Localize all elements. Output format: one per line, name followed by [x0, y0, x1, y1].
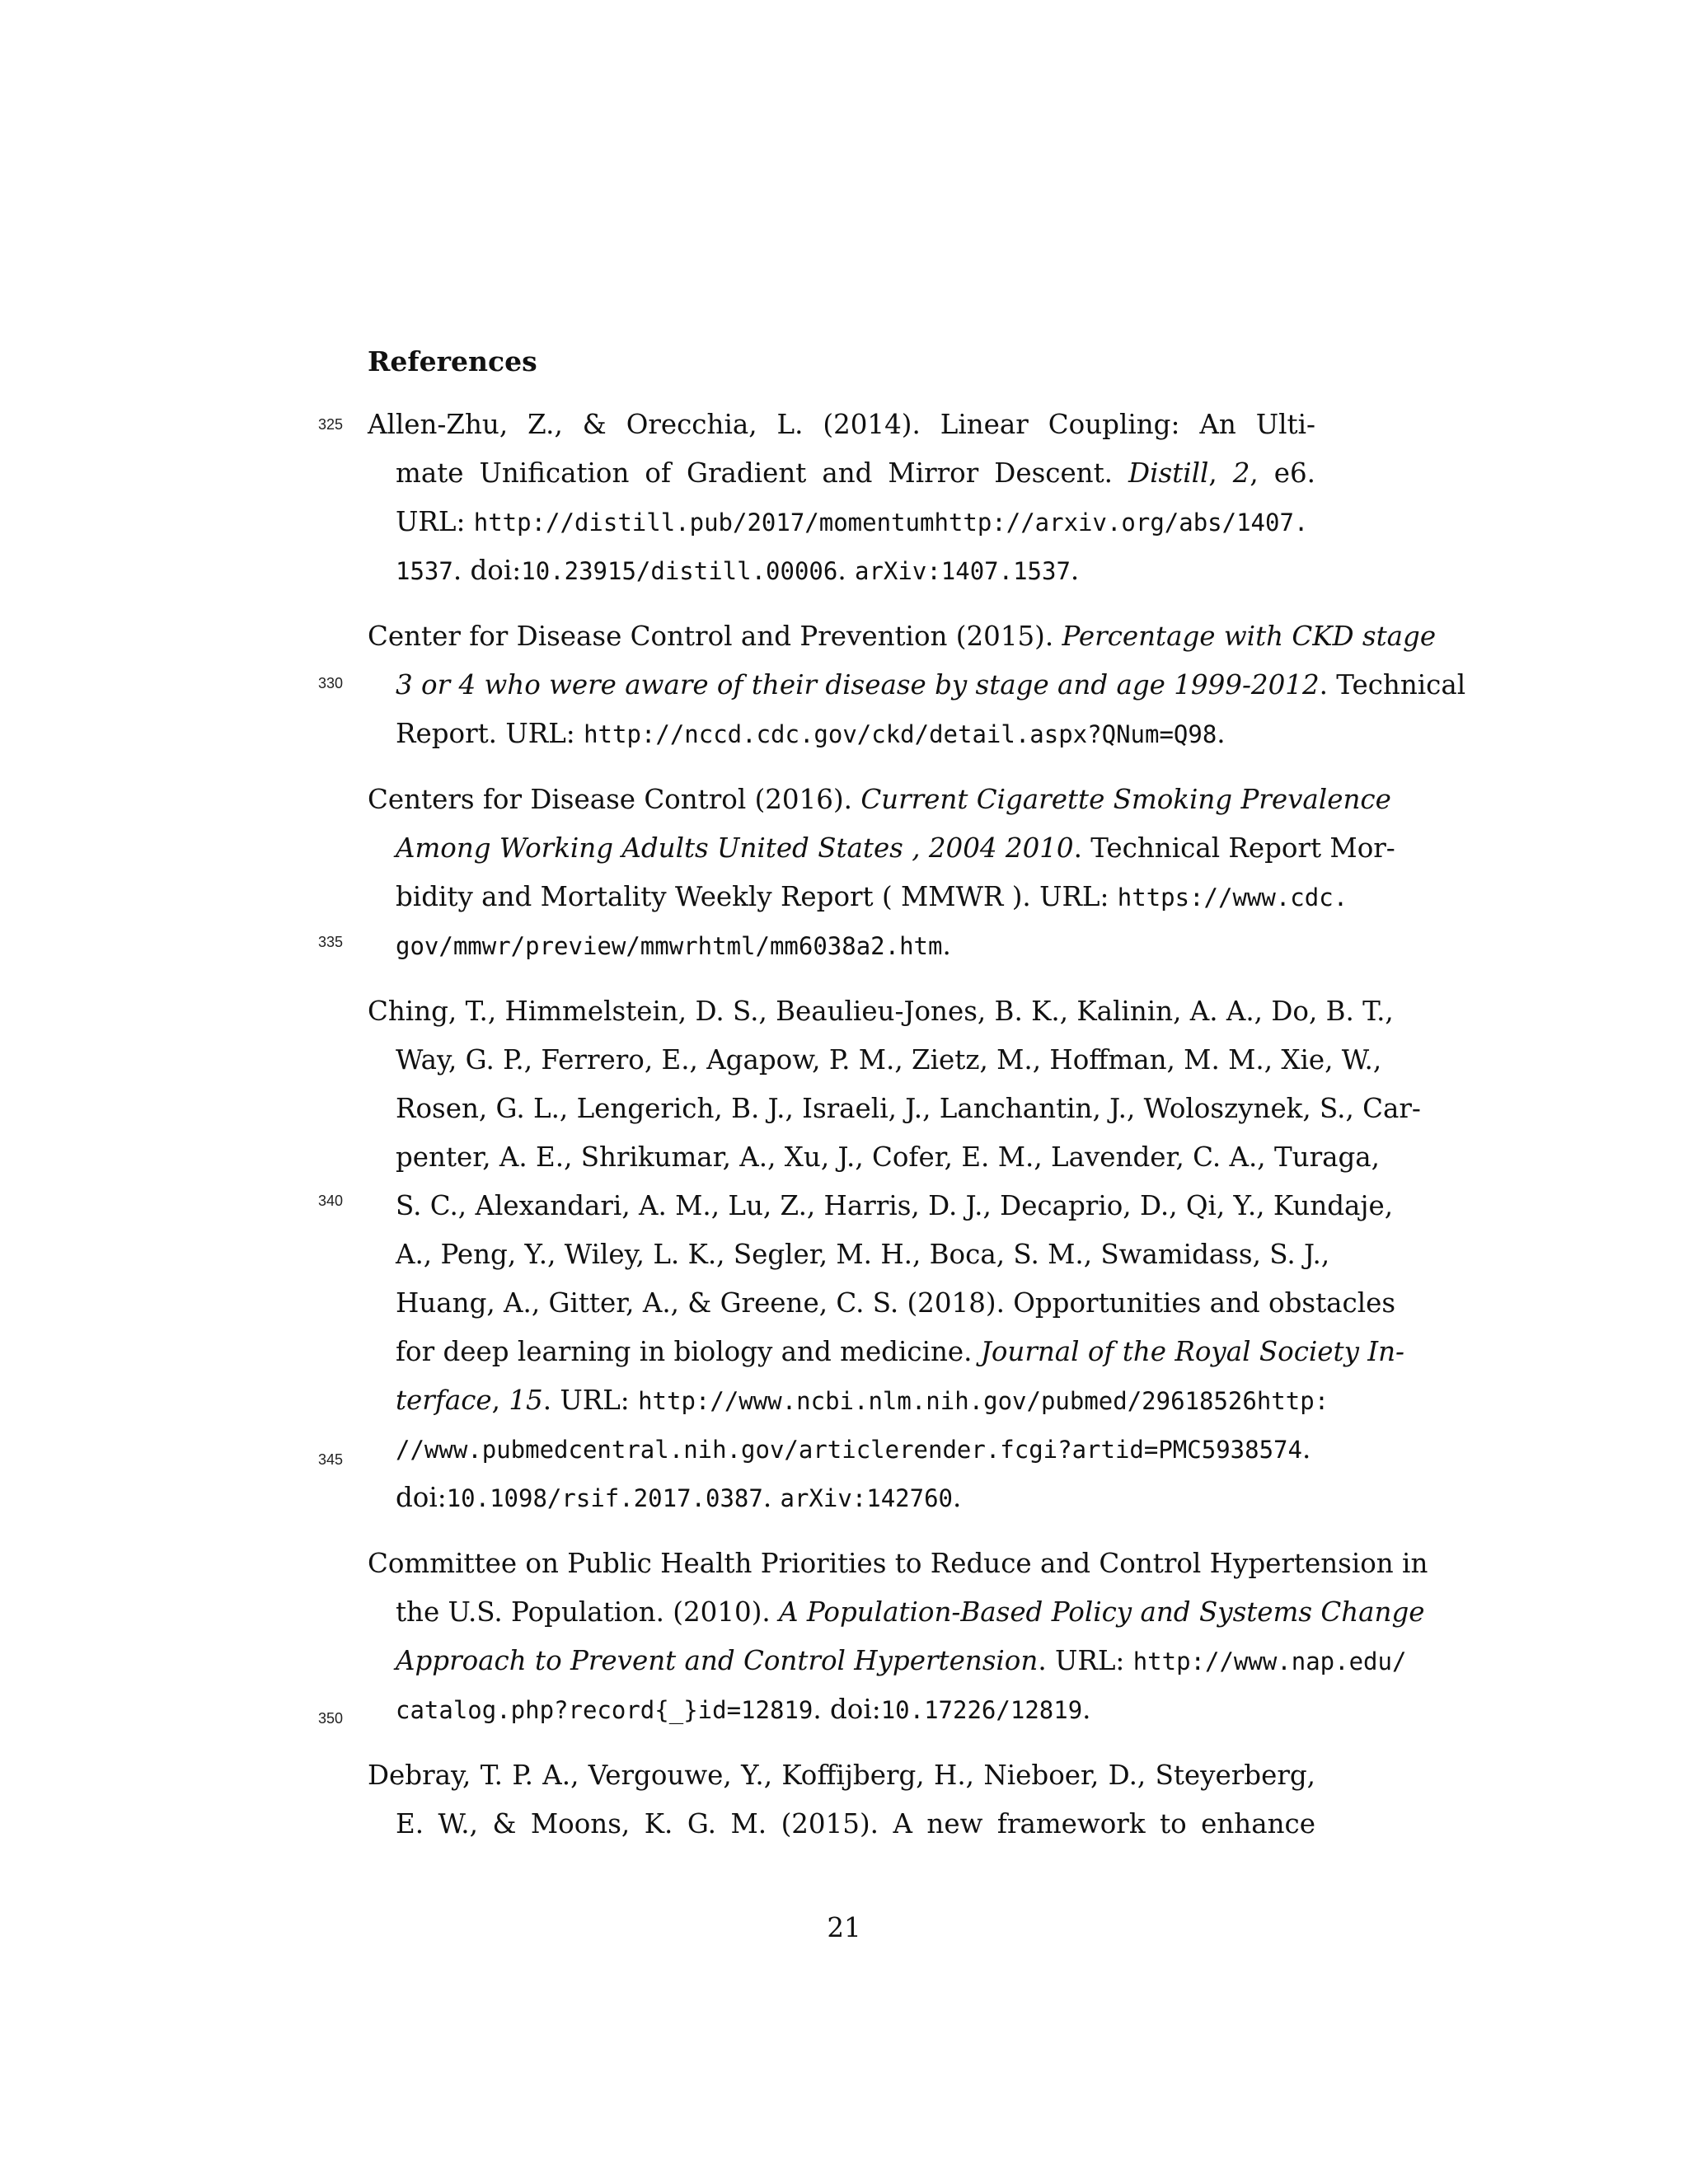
reference-5-line-4 [396, 1689, 1315, 1730]
reference-text: Huang, A., Gitter, A., & Greene, C. S. (2018). Opportunities and obstacles [396, 1287, 1396, 1319]
reference-url-text: 10.23915/distill.00006 [521, 557, 838, 585]
reference-5-line-2 [396, 1591, 1425, 1633]
reference-4-line-9 [396, 1380, 1329, 1421]
reference-url-text: 10.1098/rsif.2017.0387 [446, 1484, 763, 1512]
reference-text: , [1208, 457, 1233, 489]
reference-italic-text: Among Working Adults United States , 2004 2010 [396, 832, 1074, 864]
line-number-345: 345 [318, 1451, 344, 1468]
reference-text: . [837, 555, 856, 586]
reference-1-line-2 [396, 452, 1315, 494]
reference-text: Center for Disease Control and Prevention (2015). [368, 621, 1062, 652]
reference-4-line-7 [396, 1282, 1396, 1324]
reference-text: , [491, 1385, 509, 1416]
page-number: 21 [827, 1912, 861, 1943]
reference-url-text: gov/mmwr/preview/mmwrhtml/mm6038a2.htm [396, 932, 943, 960]
reference-1-line-3 [396, 501, 1315, 542]
reference-text: . [1301, 1433, 1311, 1465]
reference-4-line-11 [396, 1477, 1315, 1518]
reference-url-text: arXiv:142760 [780, 1484, 954, 1512]
reference-3-line-1 [368, 779, 1391, 820]
reference-italic-text: Distill [1128, 457, 1209, 489]
reference-text: . Technical [1319, 669, 1466, 701]
reference-text: Way, G. P., Ferrero, E., Agapow, P. M., Zietz, M., Hoffman, M. M., Xie, W., [396, 1044, 1382, 1076]
reference-text: penter, A. E., Shrikumar, A., Xu, J., Cofer, E. M., Lavender, C. A., Turaga, [396, 1141, 1380, 1173]
reference-4-line-3 [396, 1088, 1421, 1129]
reference-4-line-8 [396, 1331, 1405, 1372]
reference-text: , e6. [1250, 457, 1315, 489]
reference-italic-text: 15 [509, 1385, 543, 1416]
reference-2-line-3 [396, 713, 1315, 754]
reference-4-line-10 [396, 1428, 1315, 1469]
reference-text: . URL: [542, 1385, 639, 1416]
reference-text: A., Peng, Y., Wiley, L. K., Segler, M. H., Boca, S. M., Swamidass, S. J., [396, 1239, 1330, 1270]
reference-italic-text: Current Cigarette Smoking Prevalence [860, 784, 1391, 815]
reference-italic-text: A Population-Based Policy and Systems Change [779, 1596, 1425, 1628]
reference-text: . doi: [452, 555, 522, 586]
reference-text: URL: [396, 506, 474, 537]
reference-2-line-2 [396, 664, 1466, 705]
reference-url-text: //www.pubmedcentral.nih.gov/articlerender.fcgi?artid=PMC5938574 [396, 1436, 1302, 1464]
line-number-325: 325 [318, 416, 344, 433]
reference-text: Committee on Public Health Priorities to Reduce and Control Hypertension in [368, 1548, 1428, 1579]
section-heading-references: References [368, 345, 537, 377]
reference-6-line-1 [368, 1755, 1315, 1796]
reference-text: S. C., Alexandari, A. M., Lu, Z., Harris, D. J., Decaprio, D., Qi, Y., Kundaje, [396, 1190, 1394, 1221]
reference-url-text: 1537 [396, 557, 453, 585]
reference-5-line-3 [396, 1640, 1407, 1681]
reference-4-line-2 [396, 1039, 1382, 1080]
reference-text: for deep learning in biology and medicine. [396, 1336, 981, 1367]
reference-text: . [1217, 718, 1226, 749]
reference-text: mate Unification of Gradient and Mirror Descent. [396, 457, 1129, 489]
reference-italic-text: 2 [1232, 457, 1250, 489]
reference-text: Report. URL: [396, 718, 584, 749]
reference-url-text: arXiv:1407.1537 [855, 557, 1071, 585]
reference-italic-text: Journal of the Royal Society In- [980, 1336, 1405, 1367]
reference-italic-text: terface [396, 1385, 492, 1416]
reference-text: . [953, 1482, 962, 1513]
reference-6-line-2 [396, 1803, 1315, 1844]
reference-text: . [1070, 555, 1080, 586]
reference-text: bidity and Mortality Weekly Report ( MMWR ). URL: [396, 881, 1118, 912]
reference-url-text: catalog.php?record{_}id=12819 [396, 1696, 814, 1724]
reference-italic-text: Approach to Prevent and Control Hypertension [396, 1645, 1039, 1676]
reference-text: . [942, 930, 951, 961]
reference-4-line-1 [368, 991, 1394, 1032]
reference-text: doi: [396, 1482, 447, 1513]
reference-italic-text: 3 or 4 who were aware of their disease by stage and age 1999-2012 [396, 669, 1320, 701]
reference-text: Debray, T. P. A., Vergouwe, Y., Koffijberg, H., Nieboer, D., Steyerberg, [368, 1760, 1315, 1791]
reference-text: . Technical Report Mor- [1073, 832, 1395, 864]
reference-4-line-6 [396, 1234, 1330, 1275]
reference-text: Centers for Disease Control (2016). [368, 784, 861, 815]
reference-url-text: http://nccd.cdc.gov/ckd/detail.aspx?QNum=Q98 [584, 720, 1217, 748]
reference-1-line-1 [368, 404, 1315, 445]
reference-text: . [762, 1482, 781, 1513]
reference-url-text: http://distill.pub/2017/momentumhttp://arxiv.org/abs/1407. [473, 509, 1309, 537]
line-number-340: 340 [318, 1193, 344, 1209]
reference-3-line-2 [396, 827, 1395, 869]
reference-2-line-1 [368, 616, 1437, 657]
reference-url-text: http://www.ncbi.nlm.nih.gov/pubmed/29618526http: [638, 1387, 1329, 1415]
reference-1-line-4 [396, 550, 1315, 591]
reference-url-text: 10.17226/12819 [880, 1696, 1083, 1724]
reference-text: Rosen, G. L., Lengerich, B. J., Israeli, J., Lanchantin, J., Woloszynek, S., Car- [396, 1093, 1421, 1124]
reference-4-line-4 [396, 1137, 1380, 1178]
reference-text: Allen-Zhu, Z., & Orecchia, L. (2014). Linear Coupling: An Ulti- [368, 409, 1315, 440]
line-number-335: 335 [318, 934, 344, 950]
reference-3-line-3 [396, 876, 1348, 917]
reference-text: E. W., & Moons, K. G. M. (2015). A new framework to enhance [396, 1808, 1315, 1840]
reference-4-line-5 [396, 1185, 1394, 1226]
reference-url-text: https://www.cdc. [1117, 883, 1348, 912]
reference-text: . doi: [813, 1694, 881, 1725]
line-number-330: 330 [318, 675, 344, 691]
reference-text: . [1082, 1694, 1091, 1725]
reference-text: . URL: [1038, 1645, 1133, 1676]
reference-text: the U.S. Population. (2010). [396, 1596, 780, 1628]
reference-italic-text: Percentage with CKD stage [1062, 621, 1437, 652]
line-number-350: 350 [318, 1710, 344, 1727]
reference-url-text: http://www.nap.edu/ [1132, 1647, 1407, 1675]
reference-text: Ching, T., Himmelstein, D. S., Beaulieu-Jones, B. K., Kalinin, A. A., Do, B. T., [368, 996, 1394, 1027]
reference-5-line-1 [368, 1543, 1428, 1584]
reference-3-line-4 [396, 925, 1315, 966]
